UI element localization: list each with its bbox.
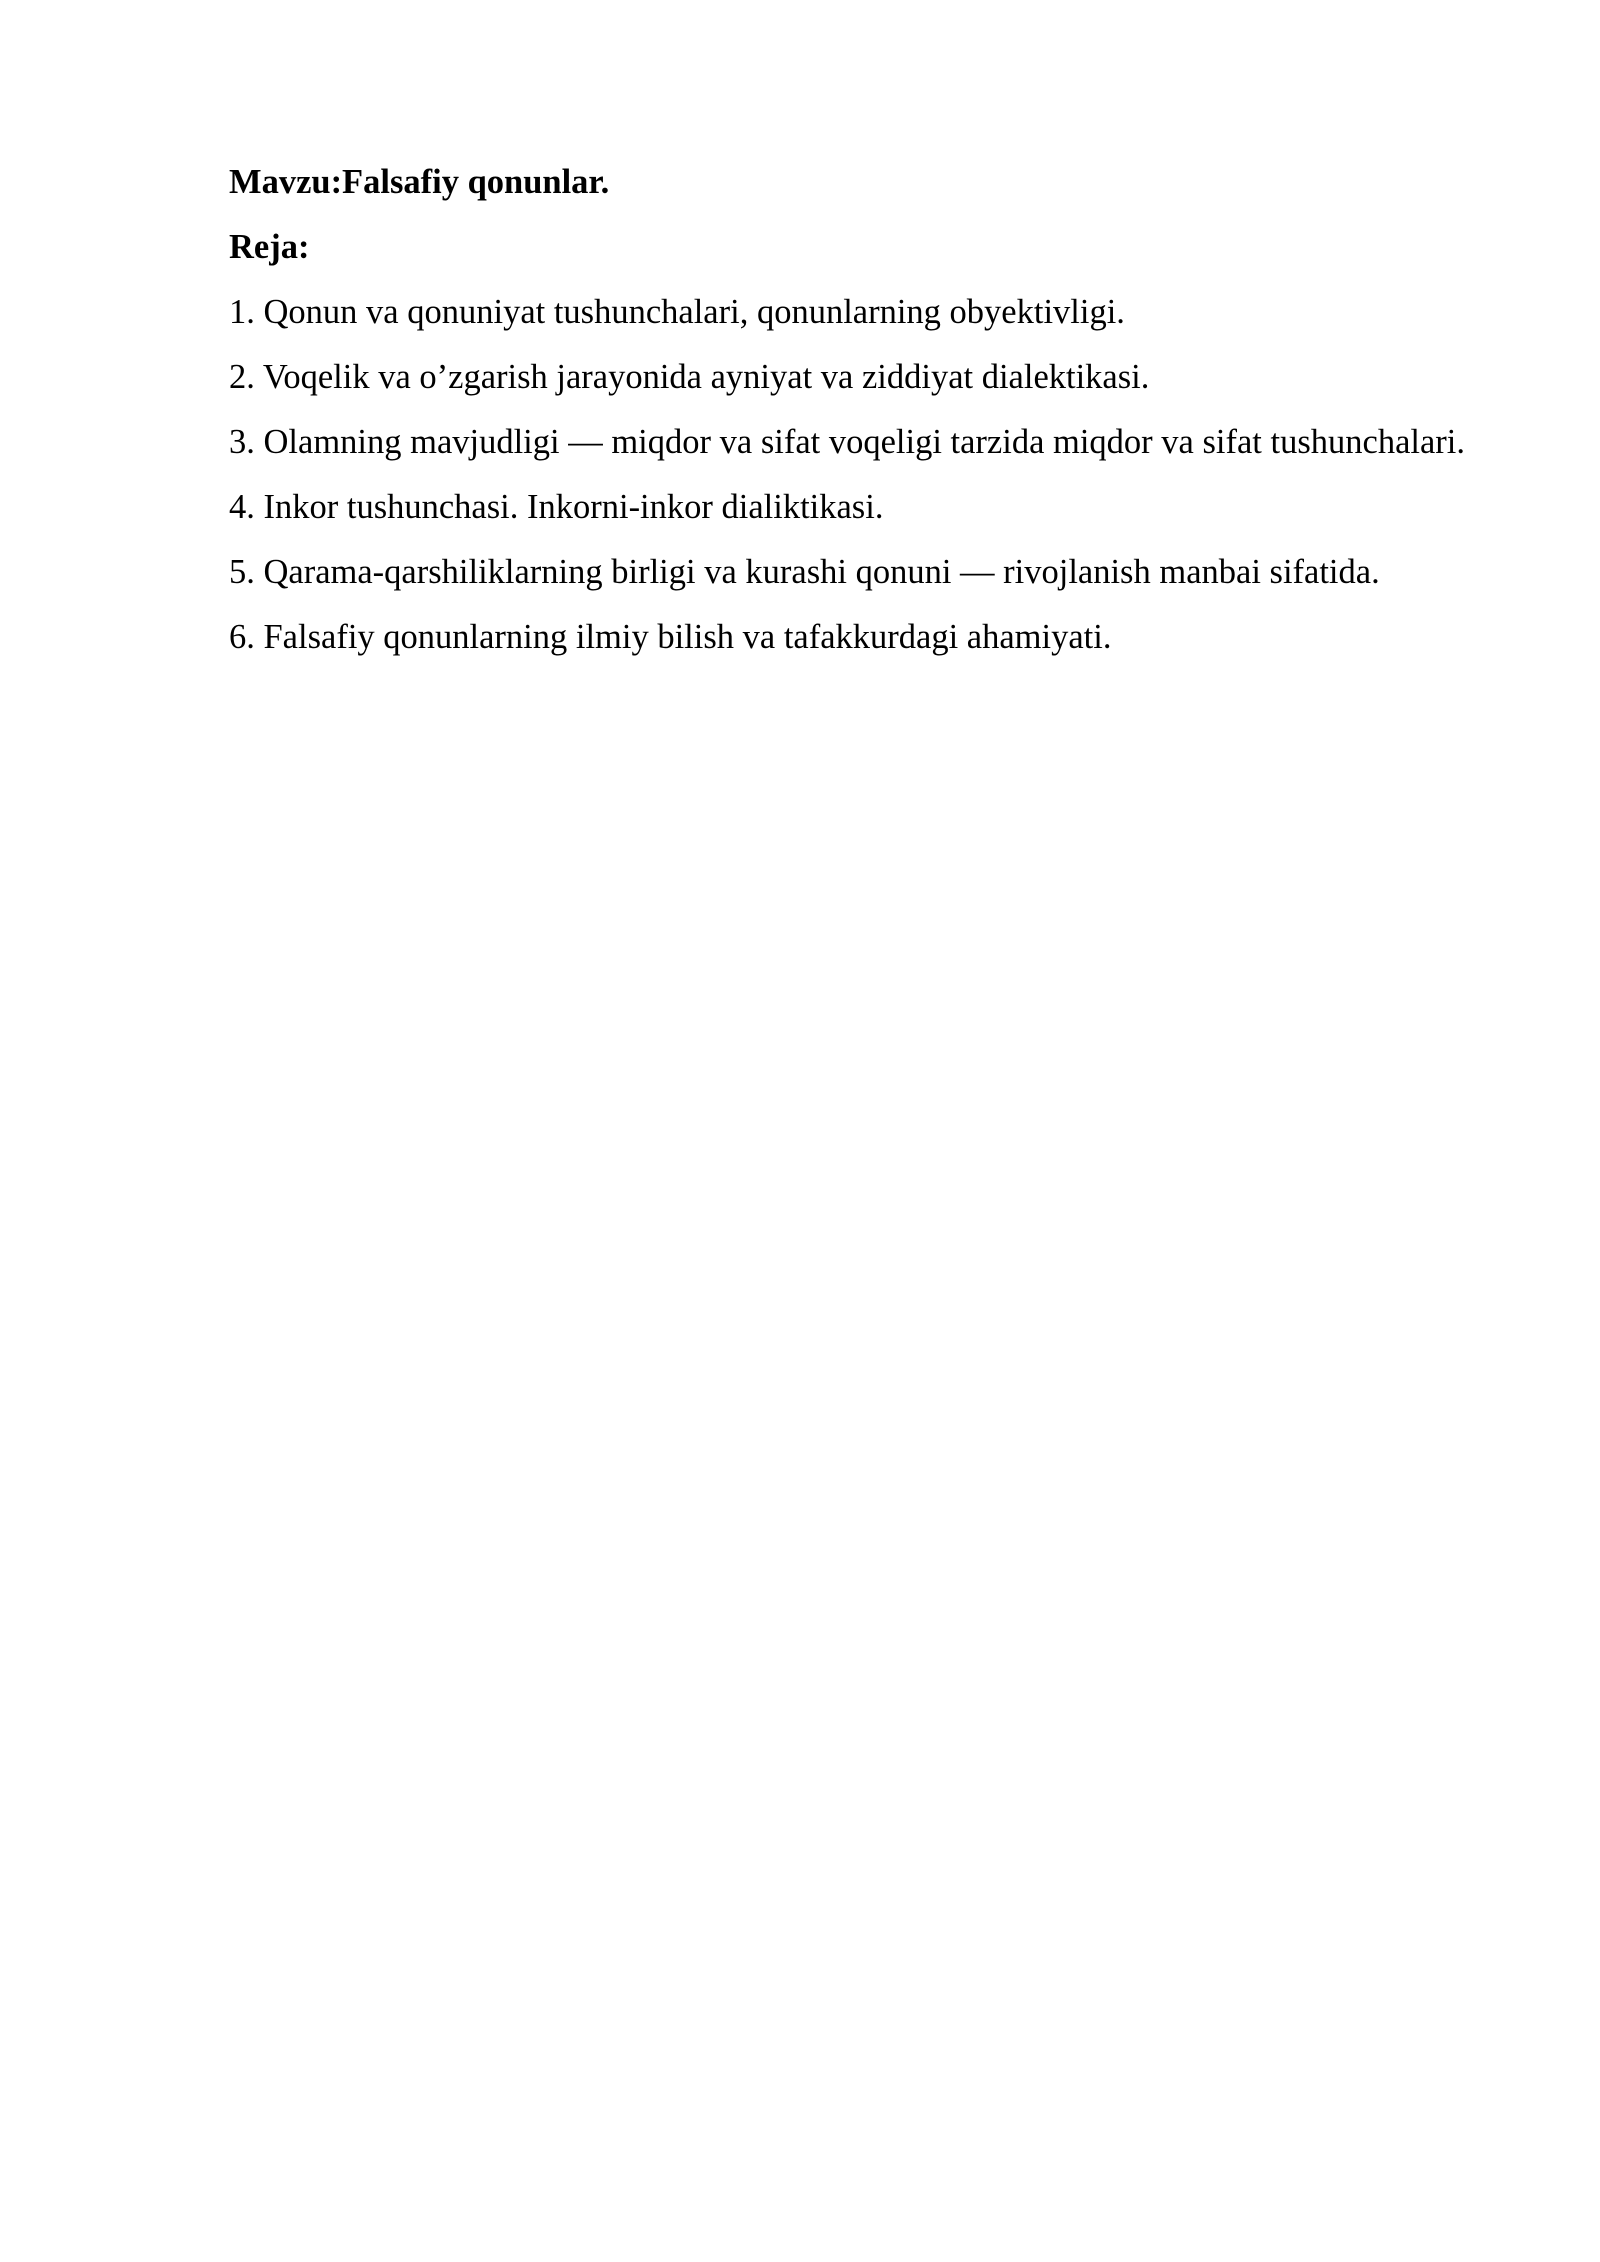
document-title: Mavzu:Falsafiy qonunlar.	[229, 163, 610, 201]
document-content	[229, 150, 1486, 670]
plan-item-3: 3. Olamning mavjudligi — miqdor va sifat voqeligi tarzida miqdor va sifat tushunchalari.	[229, 423, 1465, 461]
plan-item-4: 4. Inkor tushunchasi. Inkorni-inkor dialiktikasi.	[229, 488, 884, 526]
plan-item-5: 5. Qarama-qarshiliklarning birligi va kurashi qonuni — rivojlanish manbai sifatida.	[229, 553, 1380, 591]
plan-item-2: 2. Voqelik va o’zgarish jarayonida ayniyat va ziddiyat dialektikasi.	[229, 358, 1150, 396]
plan-heading: Reja:	[229, 228, 310, 266]
plan-item-1: 1. Qonun va qonuniyat tushunchalari, qonunlarning obyektivligi.	[229, 293, 1125, 331]
plan-item-6: 6. Falsafiy qonunlarning ilmiy bilish va tafakkurdagi ahamiyati.	[229, 618, 1112, 656]
